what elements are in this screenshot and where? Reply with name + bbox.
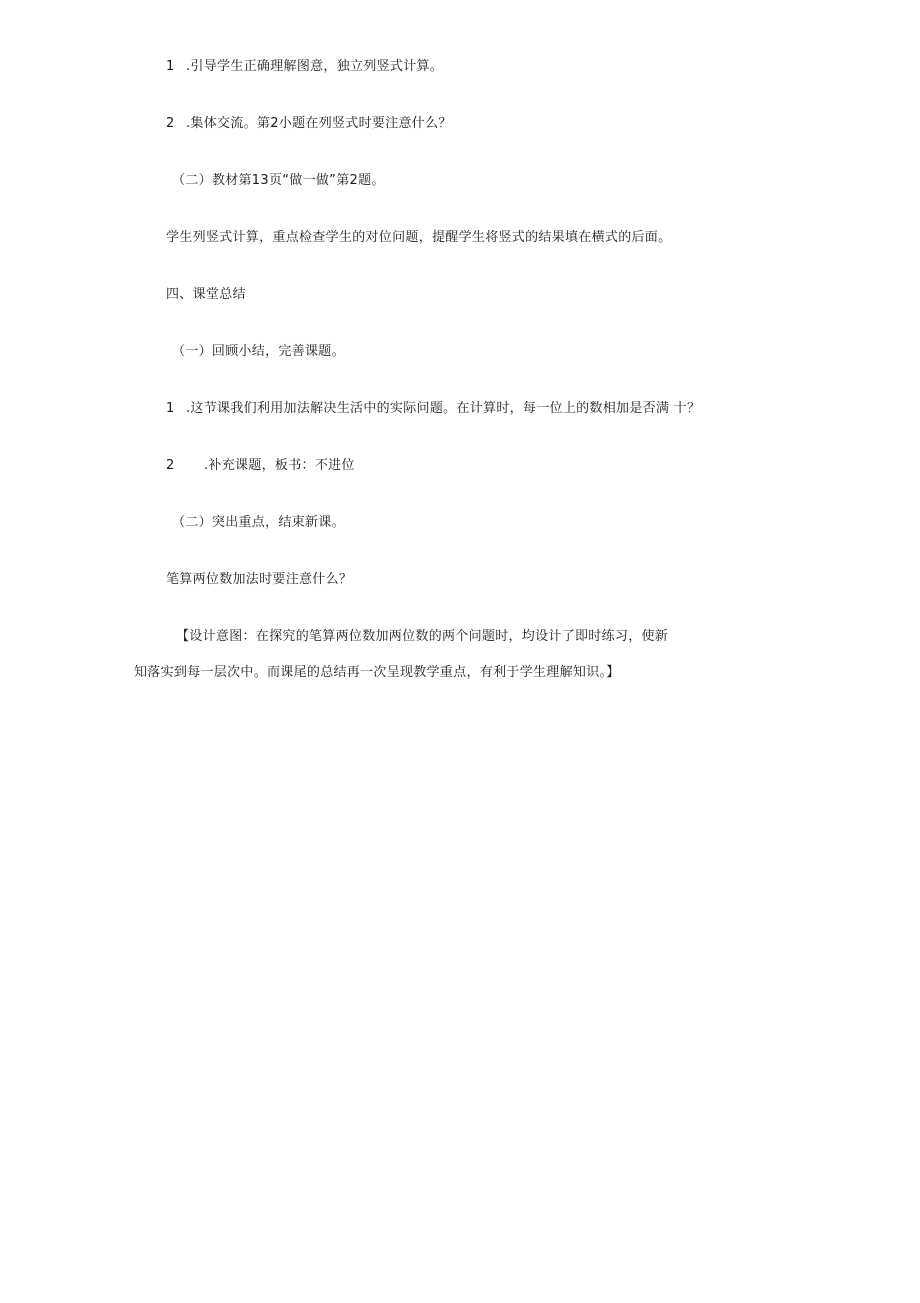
subsection-heading: （一）回顾小结，完善课题。	[172, 344, 345, 359]
subsection-heading: （二）教材第13页“做一做”第2题。	[172, 173, 385, 188]
paragraph: 笔算两位数加法时要注意什么？	[166, 572, 353, 587]
step-text: .补充课题，板书：不进位	[204, 458, 355, 473]
step-number: 2	[166, 458, 175, 473]
step-2-line	[166, 457, 355, 475]
paragraph: 学生列竖式计算，重点检查学生的对位问题，提醒学生将竖式的结果填在横式的后面。	[166, 230, 672, 245]
section-heading: 四、课堂总结	[166, 287, 246, 302]
step-number: 1	[166, 59, 175, 74]
step-number: 1	[166, 401, 175, 416]
step-2-line	[166, 115, 452, 133]
step-text: .这节课我们利用加法解决生活中的实际问题。在计算时，每一位上的数相加是否满 十？	[186, 401, 701, 416]
subsection-heading: （二）突出重点，结束新课。	[172, 515, 345, 530]
design-intent-line-2: 知落实到每一层次中。而课尾的总结再一次呈现教学重点，有利于学生理解知识。】	[134, 665, 620, 680]
step-text: .集体交流。第2小题在列竖式时要注意什么？	[186, 116, 452, 131]
design-intent-line-1: 【设计意图：在探究的笔算两位数加两位数的两个问题时，均设计了即时练习，使新	[176, 629, 669, 644]
step-text: .引导学生正确理解图意，独立列竖式计算。	[186, 59, 444, 74]
step-1-line	[166, 400, 700, 418]
step-number: 2	[166, 116, 175, 131]
step-1-line	[166, 58, 443, 76]
